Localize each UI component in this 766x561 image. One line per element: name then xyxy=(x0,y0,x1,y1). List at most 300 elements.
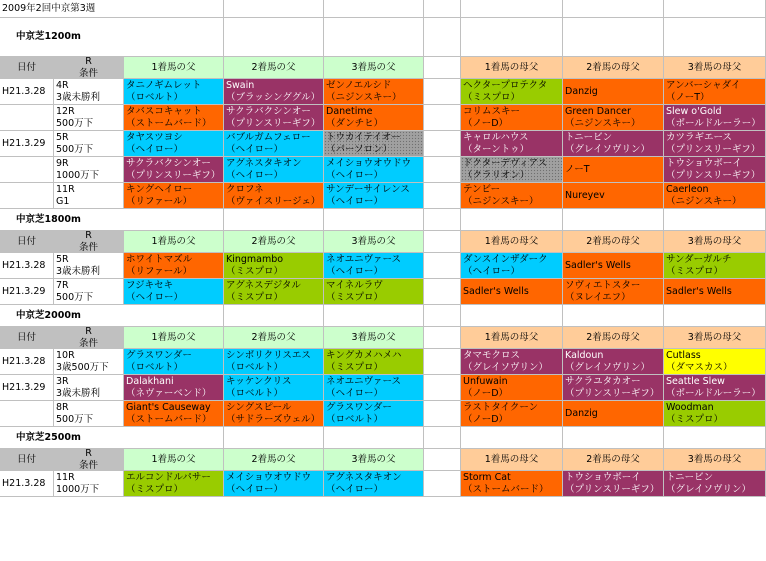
blank-cell[interactable] xyxy=(563,0,664,18)
damsire-cell[interactable] xyxy=(461,79,563,105)
damsire-line: （ストームバード） xyxy=(463,483,549,495)
sire-name: シンボリクリスエス xyxy=(226,349,311,361)
race-number: 8R xyxy=(56,401,69,413)
header-damsire-2 xyxy=(563,327,664,349)
damsire-name: Woodman xyxy=(666,401,714,413)
sire-name: Danetime xyxy=(326,105,373,117)
header-damsire-2 xyxy=(563,449,664,471)
sire-cell[interactable] xyxy=(224,375,324,401)
blank-cell[interactable] xyxy=(424,375,461,401)
blank-cell[interactable] xyxy=(461,305,563,327)
race-condition: 3歳未勝利 xyxy=(56,387,101,399)
blank-cell[interactable] xyxy=(424,449,461,471)
damsire-name: Green Dancer xyxy=(565,105,631,117)
sire-name: キングヘイロー xyxy=(126,183,193,195)
damsire-name: ノーT xyxy=(565,163,590,175)
sire-line: （ヘイロー） xyxy=(226,483,284,495)
blank-cell[interactable] xyxy=(424,471,461,497)
damsire-cell[interactable] xyxy=(563,183,664,209)
sire-cell[interactable] xyxy=(124,375,224,401)
header-sire-3 xyxy=(324,231,424,253)
blank-cell[interactable] xyxy=(664,427,766,449)
race-condition: 3歳500万下 xyxy=(56,361,109,373)
sire-name: メイショウオウドウ xyxy=(226,471,312,483)
date-cell[interactable] xyxy=(0,131,54,157)
header-damsire-label: 1着馬の母父 xyxy=(484,61,539,73)
blank-cell[interactable] xyxy=(664,18,766,57)
damsire-cell[interactable] xyxy=(461,349,563,375)
damsire-name: Kaldoun xyxy=(565,349,604,361)
damsire-line: （ミスプロ） xyxy=(666,265,724,277)
blank-cell[interactable] xyxy=(664,305,766,327)
blank-cell[interactable] xyxy=(424,105,461,131)
header-sire-3 xyxy=(324,57,424,79)
damsire-cell[interactable] xyxy=(563,253,664,279)
sire-name: ホワイトマズル xyxy=(126,253,193,265)
section-title: 中京芝2000m xyxy=(16,309,81,321)
blank-cell[interactable] xyxy=(424,79,461,105)
header-sire-label: 3着馬の父 xyxy=(351,61,396,73)
damsire-cell[interactable] xyxy=(664,253,766,279)
race-cell[interactable] xyxy=(54,375,124,401)
sire-line: （ロベルト） xyxy=(126,361,184,373)
sire-cell[interactable] xyxy=(224,349,324,375)
damsire-cell[interactable] xyxy=(563,131,664,157)
race-cell[interactable] xyxy=(54,349,124,375)
sire-cell[interactable] xyxy=(224,157,324,183)
sire-cell[interactable] xyxy=(324,349,424,375)
sire-name: マイネルラヴ xyxy=(326,279,383,291)
sire-line: （ダンチヒ） xyxy=(326,117,384,129)
header-damsire-label: 3着馬の母父 xyxy=(687,61,742,73)
sire-name: ネオユニヴァース xyxy=(326,253,402,265)
date-cell[interactable] xyxy=(0,253,54,279)
race-date: H21.3.28 xyxy=(2,259,46,271)
blank-cell[interactable] xyxy=(664,0,766,18)
blank-cell[interactable] xyxy=(324,18,424,57)
sire-line: （ヘイロー） xyxy=(126,143,184,155)
race-cell[interactable] xyxy=(54,131,124,157)
sire-line: （プリンスリーギフ） xyxy=(126,169,221,181)
damsire-name: ダンスインザダーク xyxy=(463,253,548,265)
blank-cell[interactable] xyxy=(324,0,424,18)
damsire-name: サクラユタカオー xyxy=(565,375,641,387)
sire-cell[interactable] xyxy=(324,183,424,209)
blank-cell[interactable] xyxy=(224,0,324,18)
sire-cell[interactable] xyxy=(224,79,324,105)
sire-line: （ミスプロ） xyxy=(126,483,184,495)
sire-cell[interactable] xyxy=(124,183,224,209)
header-cond: 条件 xyxy=(78,459,98,471)
race-date: H21.3.29 xyxy=(2,381,46,393)
date-cell[interactable] xyxy=(0,183,54,209)
header-sire-label: 1着馬の父 xyxy=(151,453,196,465)
header-sire-3 xyxy=(324,327,424,349)
damsire-name: アンバーシャダイ xyxy=(666,79,741,91)
header-sire-label: 3着馬の父 xyxy=(351,331,396,343)
sire-cell[interactable] xyxy=(124,349,224,375)
blank-cell[interactable] xyxy=(424,427,461,449)
blank-cell[interactable] xyxy=(424,231,461,253)
damsire-cell[interactable] xyxy=(461,471,563,497)
blank-cell[interactable] xyxy=(664,209,766,231)
header-sire-label: 3着馬の父 xyxy=(351,453,396,465)
header-race-cell xyxy=(54,57,124,79)
damsire-cell[interactable] xyxy=(664,401,766,427)
blank-cell[interactable] xyxy=(424,18,461,57)
blank-cell[interactable] xyxy=(461,427,563,449)
damsire-cell[interactable] xyxy=(461,279,563,305)
sire-cell[interactable] xyxy=(224,183,324,209)
date-cell[interactable] xyxy=(0,375,54,401)
damsire-line: （ニジンスキー） xyxy=(666,195,742,207)
race-cell[interactable] xyxy=(54,401,124,427)
sire-cell[interactable] xyxy=(124,401,224,427)
damsire-name: Seattle Slew xyxy=(666,375,725,387)
damsire-name: ラストタイクーン xyxy=(463,401,539,413)
blank-cell[interactable] xyxy=(224,305,324,327)
damsire-line: （ニジンスキー） xyxy=(463,195,539,207)
sire-name: フジキセキ xyxy=(126,279,174,291)
sire-cell[interactable] xyxy=(324,253,424,279)
damsire-name: Danzig xyxy=(565,85,598,97)
damsire-name: テンビー xyxy=(463,183,501,195)
sire-line: （ミスプロ） xyxy=(226,265,284,277)
header-race: R xyxy=(85,57,92,67)
header-race-cell xyxy=(54,449,124,471)
damsire-line: （グレイソヴリン） xyxy=(463,361,549,373)
header-sire-2 xyxy=(224,449,324,471)
damsire-cell[interactable] xyxy=(563,349,664,375)
header-date-cell xyxy=(0,57,54,79)
section-title: 中京芝1200m xyxy=(16,31,81,42)
race-number: 11R xyxy=(56,183,75,195)
damsire-line: （プリンスリーギフ） xyxy=(565,483,660,495)
blank-cell[interactable] xyxy=(424,157,461,183)
damsire-name: カツラギエース xyxy=(666,131,733,143)
damsire-cell[interactable] xyxy=(563,157,664,183)
damsire-cell[interactable] xyxy=(461,157,563,183)
race-number: 5R xyxy=(56,131,69,143)
date-cell[interactable] xyxy=(0,79,54,105)
sire-cell[interactable] xyxy=(324,79,424,105)
header-damsire-label: 2着馬の母父 xyxy=(586,61,640,73)
sire-line: （ロベルト） xyxy=(126,91,184,103)
sire-cell[interactable] xyxy=(324,279,424,305)
header-sire-label: 2着馬の父 xyxy=(251,453,296,465)
sire-name: ゼンノエルシド xyxy=(326,79,392,91)
blank-cell[interactable] xyxy=(324,209,424,231)
sire-line: （サドラーズウェル） xyxy=(226,413,321,425)
race-number: 7R xyxy=(56,279,69,291)
race-number: 9R xyxy=(56,157,69,169)
sheet-title: 2009年2回中京第3週 xyxy=(2,2,96,14)
damsire-cell[interactable] xyxy=(664,471,766,497)
section-title-cell[interactable] xyxy=(0,427,224,449)
damsire-cell[interactable] xyxy=(664,157,766,183)
header-race-cell xyxy=(54,231,124,253)
sire-line: （ヘイロー） xyxy=(326,387,384,399)
sire-line: （ヘイロー） xyxy=(326,195,384,207)
damsire-cell[interactable] xyxy=(664,183,766,209)
header-sire-label: 2着馬の父 xyxy=(251,235,296,247)
sire-name: Kingmambo xyxy=(226,253,284,265)
damsire-name: トウショウボーイ xyxy=(666,157,742,169)
race-date: H21.3.28 xyxy=(2,477,46,489)
sire-cell[interactable] xyxy=(124,79,224,105)
sire-cell[interactable] xyxy=(124,253,224,279)
damsire-cell[interactable] xyxy=(563,105,664,131)
sire-name: キッケンクリス xyxy=(226,375,292,387)
damsire-name: Storm Cat xyxy=(463,471,511,483)
blank-cell[interactable] xyxy=(424,57,461,79)
damsire-cell[interactable] xyxy=(563,401,664,427)
header-sire-1 xyxy=(124,327,224,349)
sheet-title-cell[interactable] xyxy=(0,0,224,18)
damsire-cell[interactable] xyxy=(664,105,766,131)
blank-cell[interactable] xyxy=(563,18,664,57)
sire-cell[interactable] xyxy=(124,131,224,157)
header-sire-label: 2着馬の父 xyxy=(251,331,296,343)
damsire-line: （ヌレイエフ） xyxy=(565,291,631,303)
header-date: 日付 xyxy=(16,61,36,73)
damsire-cell[interactable] xyxy=(461,131,563,157)
race-cell[interactable] xyxy=(54,253,124,279)
sire-cell[interactable] xyxy=(324,375,424,401)
sire-cell[interactable] xyxy=(324,131,424,157)
damsire-name: Sadler's Wells xyxy=(565,259,631,271)
damsire-name: ドクターデヴィアス xyxy=(463,157,548,169)
sire-line: （リファール） xyxy=(126,265,193,277)
sire-name: アグネスデジタル xyxy=(226,279,301,291)
race-cell[interactable] xyxy=(54,79,124,105)
damsire-cell[interactable] xyxy=(563,279,664,305)
race-condition: 1000万下 xyxy=(56,169,100,181)
race-condition: 500万下 xyxy=(56,291,94,303)
blank-cell[interactable] xyxy=(563,305,664,327)
damsire-name: ソヴィエトスター xyxy=(565,279,641,291)
sire-cell[interactable] xyxy=(124,471,224,497)
damsire-cell[interactable] xyxy=(664,349,766,375)
damsire-name: キャロルハウス xyxy=(463,131,529,143)
blank-cell[interactable] xyxy=(224,209,324,231)
sire-name: Giant's Causeway xyxy=(126,401,211,413)
damsire-cell[interactable] xyxy=(563,375,664,401)
sire-name: タバスコキャット xyxy=(126,105,202,117)
header-race-cell xyxy=(54,327,124,349)
sire-line: （ロベルト） xyxy=(226,387,284,399)
blank-cell[interactable] xyxy=(224,18,324,57)
sire-cell[interactable] xyxy=(224,253,324,279)
damsire-cell[interactable] xyxy=(461,401,563,427)
damsire-cell[interactable] xyxy=(461,253,563,279)
sire-cell[interactable] xyxy=(324,157,424,183)
sire-line: （ミスプロ） xyxy=(226,291,284,303)
race-number: 4R xyxy=(56,79,69,91)
damsire-name: Cutlass xyxy=(666,349,701,361)
sire-name: グラスワンダー xyxy=(326,401,392,413)
sire-cell[interactable] xyxy=(124,105,224,131)
section-title-cell[interactable] xyxy=(0,305,224,327)
sire-cell[interactable] xyxy=(324,401,424,427)
sire-cell[interactable] xyxy=(124,279,224,305)
sire-line: （ストームバード） xyxy=(126,413,212,425)
sire-name: シングスピール xyxy=(226,401,292,413)
header-sire-2 xyxy=(224,231,324,253)
damsire-cell[interactable] xyxy=(461,375,563,401)
blank-cell[interactable] xyxy=(461,0,563,18)
sire-cell[interactable] xyxy=(224,279,324,305)
damsire-line: （ノーD） xyxy=(463,117,509,129)
damsire-line: （プリンスリーギフ） xyxy=(666,143,761,155)
header-sire-3 xyxy=(324,449,424,471)
sire-name: トウカイテイオー xyxy=(326,131,401,143)
blank-cell[interactable] xyxy=(424,0,461,18)
header-damsire-label: 3着馬の母父 xyxy=(687,331,742,343)
race-condition: 3歳未勝利 xyxy=(56,91,101,103)
blank-cell[interactable] xyxy=(563,427,664,449)
sire-line: （プリンスリーギフ） xyxy=(226,117,321,129)
header-cond: 条件 xyxy=(78,241,98,253)
damsire-cell[interactable] xyxy=(664,375,766,401)
sire-name: サンデーサイレンス xyxy=(326,183,410,195)
sire-line: （ヘイロー） xyxy=(126,291,184,303)
race-number: 10R xyxy=(56,349,75,361)
date-cell[interactable] xyxy=(0,349,54,375)
race-condition: 500万下 xyxy=(56,143,94,155)
sire-line: （ネヴァーベンド） xyxy=(126,387,212,399)
blank-cell[interactable] xyxy=(424,209,461,231)
sire-line: （ストームバード） xyxy=(126,117,212,129)
header-damsire-1 xyxy=(461,231,563,253)
section-title-cell[interactable] xyxy=(0,209,224,231)
sire-line: （ヴァイスリージェ） xyxy=(226,195,321,207)
header-damsire-label: 1着馬の母父 xyxy=(484,453,539,465)
race-cell[interactable] xyxy=(54,157,124,183)
damsire-line: （ダマスカス） xyxy=(666,361,733,373)
blank-cell[interactable] xyxy=(563,209,664,231)
blank-cell[interactable] xyxy=(424,349,461,375)
damsire-line: （ノーD） xyxy=(463,387,509,399)
date-cell[interactable] xyxy=(0,105,54,131)
header-damsire-1 xyxy=(461,57,563,79)
damsire-name: Danzig xyxy=(565,407,598,419)
blank-cell[interactable] xyxy=(424,305,461,327)
sire-cell[interactable] xyxy=(324,105,424,131)
sire-name: グラスワンダー xyxy=(126,349,192,361)
sire-name: メイショウオウドウ xyxy=(326,157,412,169)
header-damsire-label: 1着馬の母父 xyxy=(484,331,539,343)
sire-cell[interactable] xyxy=(224,401,324,427)
damsire-line: （プリンスリーギフ） xyxy=(565,387,660,399)
sire-cell[interactable] xyxy=(224,105,324,131)
header-damsire-label: 1着馬の母父 xyxy=(484,235,539,247)
sire-cell[interactable] xyxy=(324,471,424,497)
damsire-name: ヘクタープロテクタ xyxy=(463,79,548,91)
header-damsire-1 xyxy=(461,449,563,471)
blank-cell[interactable] xyxy=(224,427,324,449)
sire-name: タヤスツヨシ xyxy=(126,131,183,143)
sire-name: ネオユニヴァース xyxy=(326,375,402,387)
damsire-name: サンダーガルチ xyxy=(666,253,732,265)
blank-cell[interactable] xyxy=(424,327,461,349)
damsire-name: トニービン xyxy=(666,471,714,483)
section-title: 中京芝2500m xyxy=(16,431,81,443)
damsire-name: Sadler's Wells xyxy=(463,285,529,297)
blank-cell[interactable] xyxy=(324,427,424,449)
sire-name: タニノギムレット xyxy=(126,79,202,91)
header-date: 日付 xyxy=(16,453,36,465)
header-damsire-label: 2着馬の母父 xyxy=(586,235,640,247)
sire-cell[interactable] xyxy=(224,471,324,497)
damsire-cell[interactable] xyxy=(461,183,563,209)
race-cell[interactable] xyxy=(54,105,124,131)
header-damsire-1 xyxy=(461,327,563,349)
race-condition: 500万下 xyxy=(56,117,94,129)
sire-cell[interactable] xyxy=(224,131,324,157)
damsire-name: Sadler's Wells xyxy=(666,285,732,297)
damsire-cell[interactable] xyxy=(563,79,664,105)
damsire-line: （プリンスリーギフ） xyxy=(666,169,761,181)
header-damsire-3 xyxy=(664,327,766,349)
header-damsire-label: 3着馬の母父 xyxy=(687,235,742,247)
blank-cell[interactable] xyxy=(324,305,424,327)
date-cell[interactable] xyxy=(0,279,54,305)
damsire-cell[interactable] xyxy=(563,471,664,497)
header-damsire-3 xyxy=(664,231,766,253)
damsire-cell[interactable] xyxy=(664,131,766,157)
section-title: 中京芝1800m xyxy=(16,213,81,225)
damsire-name: Slew o'Gold xyxy=(666,105,722,117)
damsire-line: （ミスプロ） xyxy=(463,91,521,103)
date-cell[interactable] xyxy=(0,471,54,497)
blank-cell[interactable] xyxy=(461,18,563,57)
race-cell[interactable] xyxy=(54,183,124,209)
sire-name: Swain xyxy=(226,79,255,91)
blank-cell[interactable] xyxy=(461,209,563,231)
sire-name: エルコンドルパサー xyxy=(126,471,211,483)
damsire-name: トウショウボーイ xyxy=(565,471,641,483)
header-date-cell xyxy=(0,231,54,253)
race-condition: 3歳未勝利 xyxy=(56,265,101,277)
race-cell[interactable] xyxy=(54,471,124,497)
damsire-cell[interactable] xyxy=(461,105,563,131)
header-sire-2 xyxy=(224,57,324,79)
damsire-cell[interactable] xyxy=(664,79,766,105)
blank-cell[interactable] xyxy=(424,131,461,157)
damsire-line: （ニジンスキー） xyxy=(565,117,641,129)
section-title-cell[interactable] xyxy=(0,18,224,57)
header-sire-label: 1着馬の父 xyxy=(151,331,196,343)
sire-name: キングカメハメハ xyxy=(326,349,402,361)
date-cell[interactable] xyxy=(0,401,54,427)
damsire-line: （ヘイロー） xyxy=(463,265,521,277)
blank-cell[interactable] xyxy=(424,183,461,209)
damsire-line: （ボールドルーラー） xyxy=(666,387,761,399)
header-sire-1 xyxy=(124,449,224,471)
blank-cell[interactable] xyxy=(424,253,461,279)
race-number: 11R xyxy=(56,471,75,483)
header-damsire-2 xyxy=(563,231,664,253)
sire-cell[interactable] xyxy=(124,157,224,183)
blank-cell[interactable] xyxy=(424,279,461,305)
sire-name: サクラバクシンオー xyxy=(126,157,211,169)
blank-cell[interactable] xyxy=(424,401,461,427)
damsire-cell[interactable] xyxy=(664,279,766,305)
header-sire-2 xyxy=(224,327,324,349)
date-cell[interactable] xyxy=(0,157,54,183)
race-cell[interactable] xyxy=(54,279,124,305)
